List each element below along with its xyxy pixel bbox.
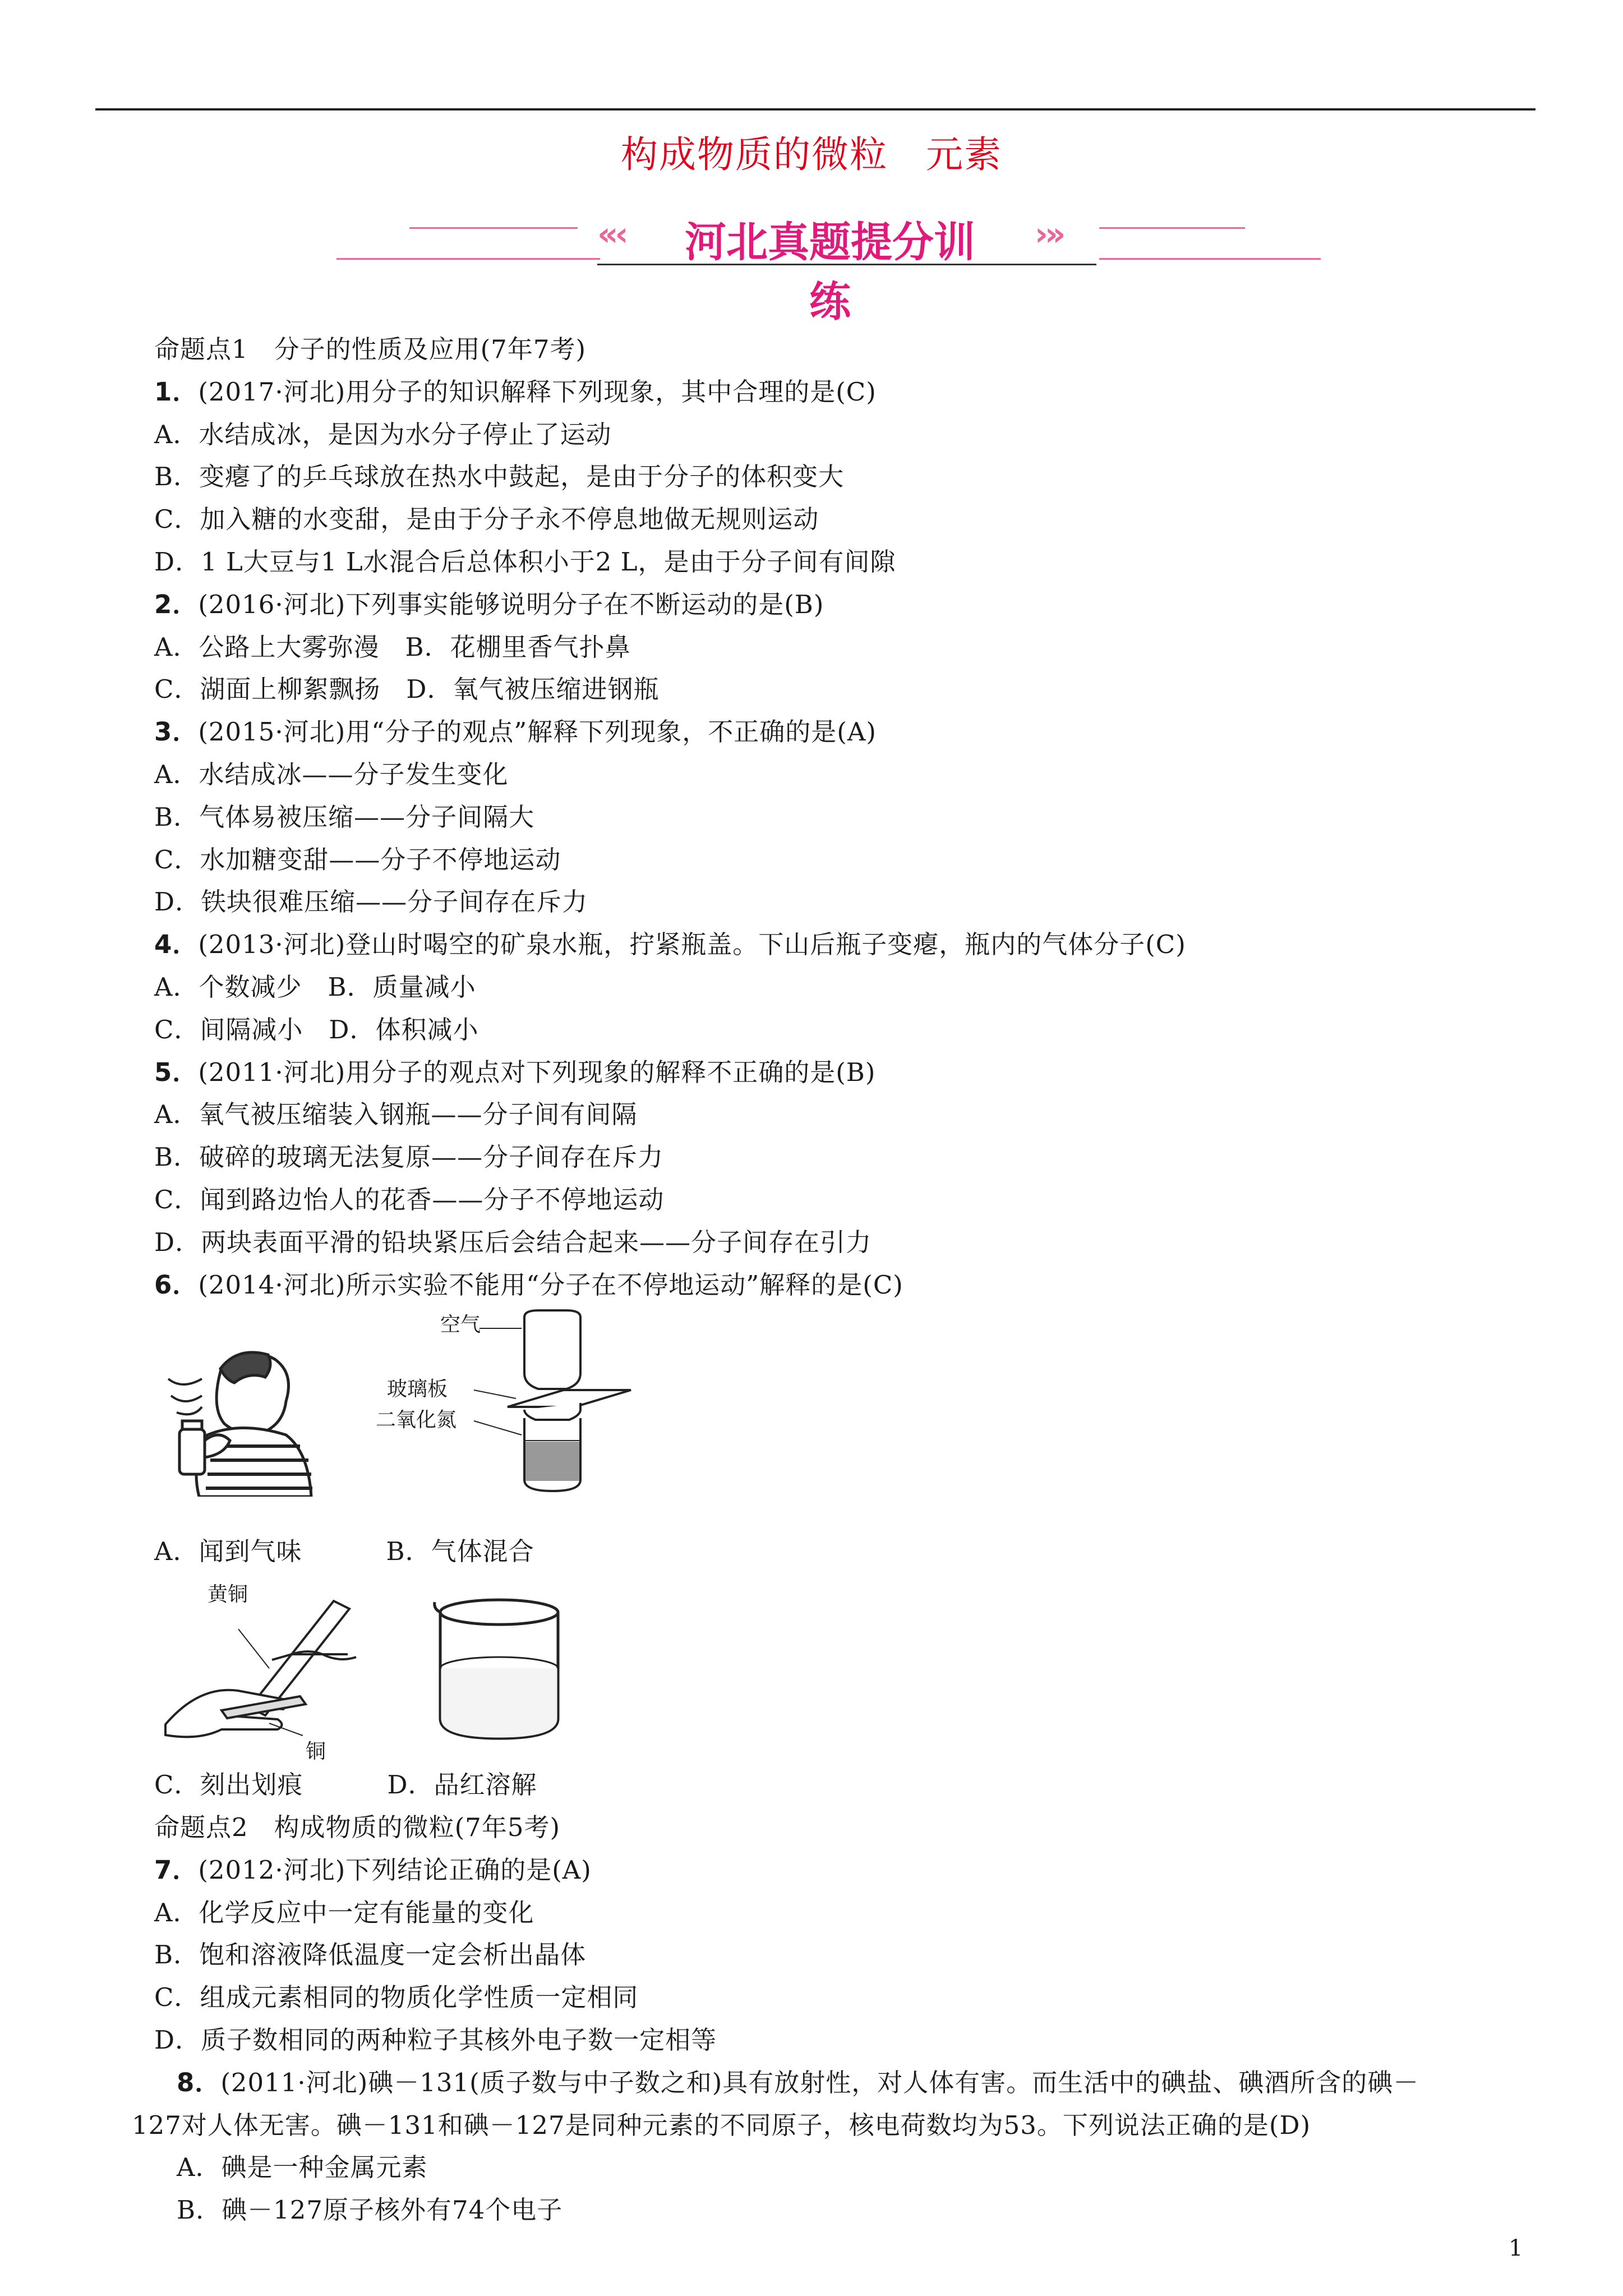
- q8-stem-line1: [154, 2062, 1534, 2104]
- q2-options-cd: C．湖面上柳絮飘扬 D．氧气被压缩进钢瓶: [154, 674, 660, 705]
- banner-line-left-bottom: [336, 258, 600, 260]
- q6-figure-row-2: [154, 1573, 1534, 1764]
- q3-option-d: D．铁块很难压缩——分子间存在斥力: [154, 887, 588, 917]
- q4-stem: [154, 923, 1534, 966]
- q7-number: 7．: [154, 1855, 199, 1885]
- banner-title: 河北真题提分训练: [685, 218, 975, 326]
- q8-number: 8．: [177, 2067, 221, 2097]
- q6-option-d: D．品红溶解: [387, 1770, 537, 1800]
- label-nitrogen-dioxide: 二氧化氮: [376, 1409, 457, 1432]
- exercise-content: [132, 328, 1534, 2231]
- q1-option-b: B．变瘪了的乒乓球放在热水中鼓起，是由于分子的体积变大: [154, 462, 845, 492]
- q5-option-c: C．闻到路边怡人的花香——分子不停地运动: [154, 1184, 665, 1214]
- q4-options-cd: C．间隔减小 D．体积减小: [154, 1014, 479, 1045]
- q6-options-cd: [154, 1764, 1534, 1806]
- q1-option-a: A．水结成冰，是因为水分子停止了运动: [154, 419, 612, 449]
- q4-number: 4．: [154, 930, 199, 960]
- q2-stem: [154, 583, 1534, 626]
- q4-options-ab: A．个数减少 B．质量减小: [154, 972, 476, 1002]
- q3-option-c: C．水加糖变甜——分子不停地运动: [154, 844, 561, 875]
- banner-arrows-right-icon: ›»: [1035, 215, 1063, 253]
- q6-option-c: C．刻出划痕: [154, 1770, 303, 1800]
- q3-option-b: B．气体易被压缩——分子间隔大: [154, 802, 535, 832]
- q7-option-d: D．质子数相同的两种粒子其核外电子数一定相等: [154, 2024, 717, 2055]
- q3-stem-text: (2015·河北)用“分子的观点”解释下列现象，不正确的是(A): [198, 717, 877, 747]
- q5-number: 5．: [154, 1057, 199, 1087]
- banner-arrows-left-icon: «‹: [597, 215, 625, 253]
- banner-line-right-top: [1099, 227, 1245, 229]
- q5-option-a: A．氧气被压缩装入钢瓶——分子间有间隔: [154, 1099, 638, 1130]
- q5-stem: [154, 1051, 1534, 1094]
- q1-option-d: D．1 L大豆与1 L水混合后总体积小于2 L，是由于分子间有间隙: [154, 546, 896, 577]
- page-title: 构成物质的微粒 元素: [621, 133, 1002, 176]
- q3-stem: [154, 711, 1534, 753]
- q5-option-b: B．破碎的玻璃无法复原——分子间存在斥力: [154, 1142, 664, 1172]
- q1-number: 1．: [154, 376, 199, 407]
- person-smelling-illustration: [154, 1334, 356, 1497]
- label-air: 空气: [440, 1313, 481, 1337]
- banner-underline: [597, 264, 1096, 265]
- q1-stem: [154, 371, 1534, 413]
- q5-stem-text: (2011·河北)用分子的观点对下列现象的解释不正确的是(B): [198, 1057, 876, 1087]
- brass-copper-scratch-illustration: [154, 1590, 367, 1747]
- section-banner: [336, 210, 1324, 326]
- label-copper: 铜: [306, 1740, 326, 1764]
- section2-heading: 命题点2 构成物质的微粒(7年5考): [154, 1812, 561, 1842]
- beaker-dissolving-illustration: [429, 1590, 569, 1747]
- q6-stem-text: (2014·河北)所示实验不能用“分子在不停地运动”解释的是(C): [198, 1269, 903, 1300]
- section1-heading: 命题点1 分子的性质及应用(7年7考): [154, 334, 587, 364]
- banner-line-right-bottom: [1099, 258, 1321, 260]
- q1-stem-text: (2017·河北)用分子的知识解释下列现象，其中合理的是(C): [198, 376, 877, 407]
- q6-stem: [154, 1264, 1534, 1306]
- label-brass: 黄铜: [208, 1583, 248, 1607]
- q8-option-b: B．碘－127原子核外有74个电子: [177, 2195, 563, 2225]
- q7-stem: [154, 1849, 1534, 1892]
- banner-line-left-top: [409, 227, 578, 229]
- q7-option-a: A．化学反应中一定有能量的变化: [154, 1897, 534, 1927]
- page-number: 1: [1509, 2235, 1523, 2261]
- q6-number: 6．: [154, 1269, 199, 1300]
- q6-option-a: A．闻到气味: [154, 1536, 302, 1567]
- q4-stem-text: (2013·河北)登山时喝空的矿泉水瓶，拧紧瓶盖。下山后瓶子变瘪，瓶内的气体分子(C): [198, 930, 1186, 960]
- q5-option-d: D．两块表面平滑的铅块紧压后会结合起来——分子间存在引力: [154, 1227, 872, 1257]
- q3-option-a: A．水结成冰——分子发生变化: [154, 759, 509, 789]
- q7-option-b: B．饱和溶液降低温度一定会析出晶体: [154, 1940, 587, 1970]
- q8-option-a: A．碘是一种金属元素: [177, 2152, 428, 2183]
- top-rule: [95, 108, 1536, 111]
- q1-option-c: C．加入糖的水变甜，是由于分子永不停息地做无规则运动: [154, 504, 819, 535]
- q6-option-b: B．气体混合: [386, 1536, 534, 1567]
- q8-stem-text-1: (2011·河北)碘－131(质子数与中子数之和)具有放射性，对人体有害。而生活中的碘盐、碘酒所含的碘－: [220, 2067, 1419, 2097]
- q6-options-ab: [154, 1530, 1534, 1573]
- q6-figure-row-1: [154, 1306, 1534, 1530]
- q3-number: 3．: [154, 717, 199, 747]
- label-glass-plate: 玻璃板: [387, 1378, 448, 1401]
- q2-stem-text: (2016·河北)下列事实能够说明分子在不断运动的是(B): [198, 589, 824, 619]
- q7-option-c: C．组成元素相同的物质化学性质一定相同: [154, 1982, 639, 2013]
- q2-number: 2．: [154, 589, 199, 619]
- q7-stem-text: (2012·河北)下列结论正确的是(A): [198, 1855, 592, 1885]
- q2-options-ab: A．公路上大雾弥漫 B．花棚里香气扑鼻: [154, 632, 631, 662]
- q8-stem-line2: 127对人体无害。碘－131和碘－127是同种元素的不同原子，核电荷数均为53。下列说法正确的是(D): [132, 2110, 1311, 2140]
